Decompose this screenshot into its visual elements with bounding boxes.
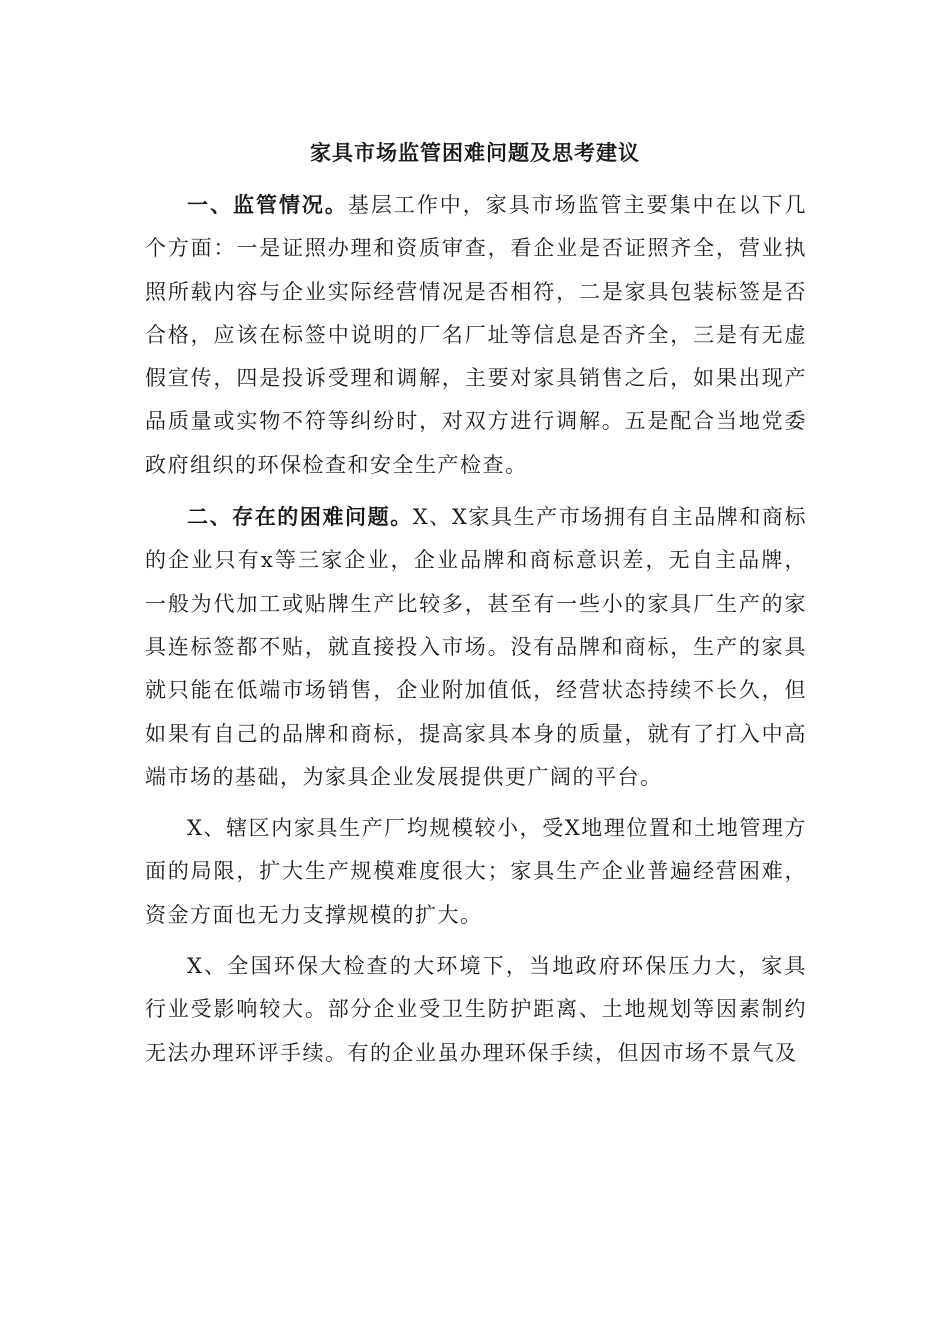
document-body	[145, 183, 807, 1083]
paragraph-problems	[145, 495, 807, 799]
paragraph-text: X、全国环保大检查的大环境下，当地政府环保压力大，家具行业受影响较大。部分企业受卫生防护距离、土地规划等因素制约无法办理环评手续。有的企业虽办理环保手续，但因市场不景气及	[145, 954, 807, 1065]
paragraph-supervision	[145, 183, 807, 487]
paragraph-text: X、辖区内家具生产厂均规模较小，受X地理位置和土地管理方面的局限，扩大生产规模难度很大；家具生产企业普遍经营困难，资金方面也无力支撑规模的扩大。	[145, 816, 807, 927]
paragraph-text: X、X家具生产市场拥有自主品牌和商标的企业只有x等三家企业，企业品牌和商标意识差，无自主品牌，一般为代加工或贴牌生产比较多，甚至有一些小的家具厂生产的家具连标签都不贴，就直接投入市场。没有品牌和商标，生产的家具就只能在低端市场销售，企业附加值低，经营状态持续不长久，但如果有自己的品牌和商标，提高家具本身的质量，就有了打入中高端市场的基础，为家具企业发展提供更广阔的平台。	[145, 505, 807, 789]
paragraph-lead: 二、存在的困难问题。	[187, 504, 413, 530]
paragraph-text: 基层工作中，家具市场监管主要集中在以下几个方面：一是证照办理和资质审查，看企业是否证照齐全，营业执照所载内容与企业实际经营情况是否相符，二是家具包装标签是否合格，应该在标签中说明的厂名厂址等信息是否齐全，三是有无虚假宣传，四是投诉受理和调解，主要对家具销售之后，如果出现产品质量或实物不符等纠纷时，对双方进行调解。五是配合当地党委政府组织的环保检查和安全生产检查。	[145, 193, 808, 477]
paragraph-environment	[145, 945, 807, 1075]
document-title: 家具市场监管困难问题及思考建议	[310, 140, 640, 165]
paragraph-lead: 一、监管情况。	[187, 192, 348, 217]
paragraph-scale	[145, 807, 807, 937]
